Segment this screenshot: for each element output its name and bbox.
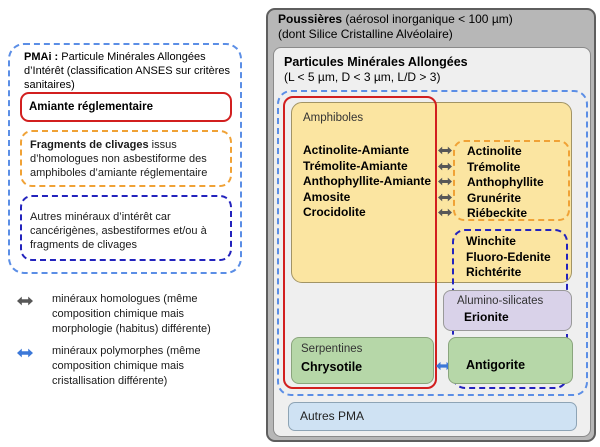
amiante-legend-label: Amiante réglementaire <box>29 101 153 113</box>
alumino-silicates-label: Alumino-silicates <box>457 295 544 307</box>
pma-title <box>284 55 584 85</box>
mineral-item: Anthophyllite <box>467 175 544 189</box>
mineral-item: Amosite <box>303 189 351 204</box>
mineral-item: Anthophyllite-Amiante <box>303 174 431 188</box>
autres-pma-label: Autres PMA <box>300 409 365 423</box>
poussieres-title <box>278 12 584 42</box>
erionite-label: Erionite <box>464 310 509 324</box>
fragments-definition-text: issus d’homologues non asbestiforme des amphiboles d’amiante réglementaire <box>30 139 208 179</box>
mineral-item: Trémolite-Amiante <box>303 158 408 173</box>
homologous-arrow-icon <box>17 296 33 306</box>
homologue-minerals-list <box>467 144 544 222</box>
amphiboles-label: Amphiboles <box>303 112 364 124</box>
mineral-item: Grunérite <box>467 190 522 205</box>
mineral-item: Riébeckite <box>467 206 528 220</box>
poussieres-rest: (aérosol inorganique < 100 µm) <box>342 12 513 26</box>
homologues-note: minéraux homologues (même composition chimique mais morphologie (habitus) différente) <box>52 293 211 335</box>
pmai-definition-text: Particule Minérales Allongées d’Intérêt (classification ANSES sur critères sanitaires) <box>24 51 231 91</box>
antigorite-label: Antigorite <box>466 358 526 372</box>
poussieres-subtitle: (dont Silice Cristalline Alvéolaire) <box>278 27 453 41</box>
serpentines-label: Serpentines <box>301 343 363 355</box>
homologous-arrow-icon <box>438 190 452 206</box>
fragments-clivages-legend <box>20 130 232 187</box>
autres-legend-label: Autres minéraux d’intérêt car cancérigènes, asbestiformes et/ou à fragments de clivages <box>30 211 207 251</box>
polymorphes-note: minéraux polymorphes (même composition chimique mais cristallisation différente) <box>52 345 201 387</box>
mineral-item: Actinolite <box>467 144 522 158</box>
amiante-minerals-list <box>303 143 431 221</box>
pma-title-text: Particules Minérales Allongées <box>284 55 468 69</box>
mineral-item: Actinolite-Amiante <box>303 143 410 157</box>
fragments-term: Fragments de clivages <box>30 139 149 151</box>
amiante-reglementaire-legend <box>20 92 232 122</box>
mineral-item: Crocidolite <box>303 205 366 219</box>
homologous-arrow-icon <box>438 143 452 159</box>
homologous-arrows-column <box>438 143 452 221</box>
homologous-arrow-icon <box>438 205 452 221</box>
homologous-arrow-icon <box>438 159 452 175</box>
mineral-item: Fluoro-Edenite <box>466 249 551 264</box>
pma-criteria: (L < 5 µm, D < 3 µm, L/D > 3) <box>284 70 441 84</box>
mineral-item: Richtérite <box>466 265 522 279</box>
pmai-term: PMAi : <box>24 51 62 63</box>
mineral-item: Trémolite <box>467 159 521 174</box>
autres-amphiboles-list <box>466 234 551 281</box>
autres-mineraux-legend <box>20 195 232 261</box>
polymorph-arrow-icon <box>17 348 33 358</box>
homologous-arrow-icon <box>438 174 452 190</box>
pmai-definition <box>24 50 232 92</box>
mineral-item: Winchite <box>466 234 516 248</box>
chrysotile-label: Chrysotile <box>301 360 363 374</box>
poussieres-term: Poussières <box>278 12 343 26</box>
